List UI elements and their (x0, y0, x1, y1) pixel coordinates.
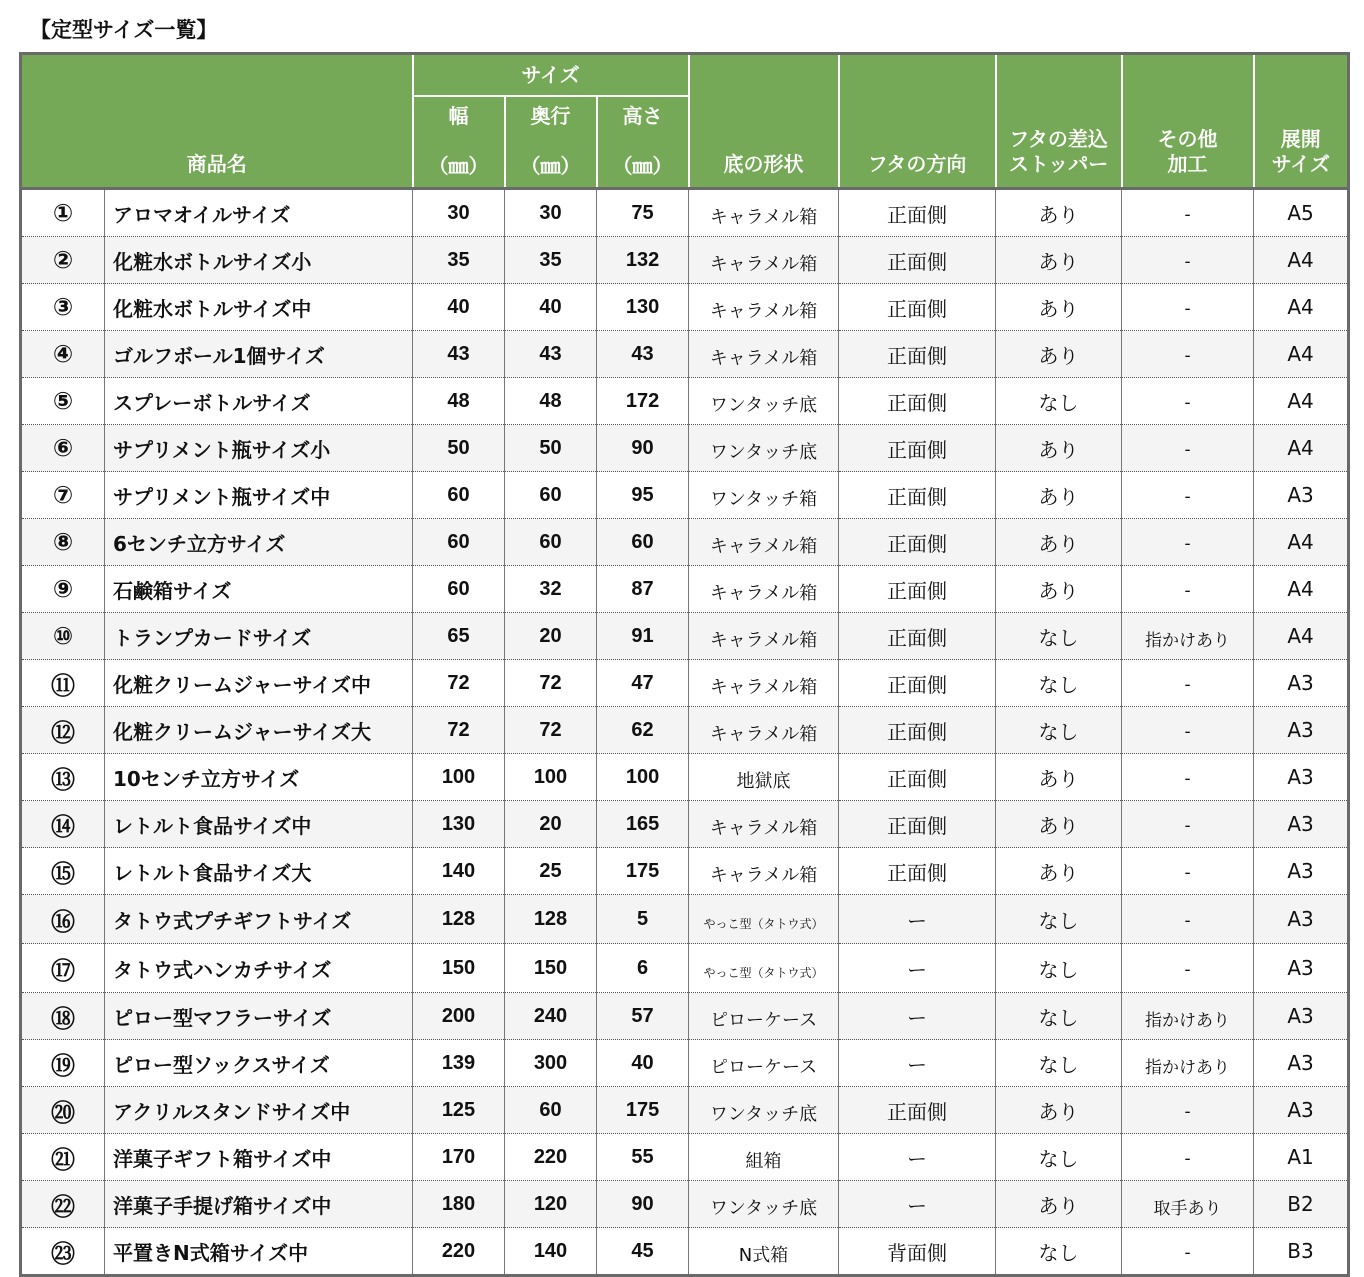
depth-cell: 60 (505, 472, 597, 519)
depth-cell: 72 (505, 707, 597, 754)
width-cell: 72 (413, 660, 505, 707)
header-lid-stopper: フタの差込 ストッパー (996, 54, 1122, 189)
product-name-cell: トランプカードサイズ (105, 613, 413, 660)
height-cell: 5 (597, 895, 689, 944)
spread-size-cell: A4 (1254, 519, 1349, 566)
width-cell: 72 (413, 707, 505, 754)
spread-size-cell: A3 (1254, 660, 1349, 707)
bottom-shape-cell: ワンタッチ箱 (689, 472, 839, 519)
lid-stopper-cell: なし (996, 660, 1122, 707)
height-cell: 165 (597, 801, 689, 848)
width-cell: 100 (413, 754, 505, 801)
lid-direction-cell: 正面側 (839, 566, 996, 613)
other-processing-cell: - (1122, 1087, 1254, 1134)
other-processing-cell: - (1122, 519, 1254, 566)
spread-size-cell: A3 (1254, 944, 1349, 993)
product-name-cell: ピロー型ソックスサイズ (105, 1040, 413, 1087)
depth-cell: 20 (505, 801, 597, 848)
table-row (21, 566, 1349, 613)
lid-direction-cell: ー (839, 1181, 996, 1228)
lid-direction-cell: 正面側 (839, 848, 996, 895)
lid-stopper-cell: なし (996, 707, 1122, 754)
lid-direction-cell: 正面側 (839, 284, 996, 331)
row-number: ㉓ (21, 1228, 105, 1276)
other-processing-cell: - (1122, 707, 1254, 754)
row-number: ⑮ (21, 848, 105, 895)
depth-cell: 150 (505, 944, 597, 993)
row-number: ⑫ (21, 707, 105, 754)
lid-stopper-cell: あり (996, 425, 1122, 472)
bottom-shape-cell: キャラメル箱 (689, 613, 839, 660)
header-size-group: サイズ (413, 54, 689, 97)
height-cell: 91 (597, 613, 689, 660)
height-cell: 130 (597, 284, 689, 331)
height-cell: 132 (597, 237, 689, 284)
table-row (21, 237, 1349, 284)
spread-size-cell: A4 (1254, 237, 1349, 284)
header-other-processing: その他 加工 (1122, 54, 1254, 189)
table-row (21, 613, 1349, 660)
row-number: ⑱ (21, 993, 105, 1040)
bottom-shape-cell: やっこ型（タトウ式） (689, 944, 839, 993)
header-product-name: 商品名 (21, 54, 413, 189)
width-cell: 150 (413, 944, 505, 993)
spread-size-cell: A3 (1254, 1087, 1349, 1134)
header-depth: 奥行 （㎜） (505, 96, 597, 189)
row-number: ① (21, 189, 105, 237)
spread-size-cell: A4 (1254, 284, 1349, 331)
table-row (21, 754, 1349, 801)
bottom-shape-cell: N式箱 (689, 1228, 839, 1276)
depth-cell: 48 (505, 378, 597, 425)
product-name-cell: スプレーボトルサイズ (105, 378, 413, 425)
table-row (21, 425, 1349, 472)
width-cell: 65 (413, 613, 505, 660)
lid-stopper-cell: あり (996, 331, 1122, 378)
width-cell: 35 (413, 237, 505, 284)
width-cell: 180 (413, 1181, 505, 1228)
row-number: ⑭ (21, 801, 105, 848)
width-cell: 48 (413, 378, 505, 425)
other-processing-cell: - (1122, 425, 1254, 472)
spread-size-cell: A4 (1254, 613, 1349, 660)
depth-cell: 43 (505, 331, 597, 378)
bottom-shape-cell: キャラメル箱 (689, 848, 839, 895)
lid-direction-cell: 正面側 (839, 801, 996, 848)
width-cell: 30 (413, 189, 505, 237)
depth-cell: 100 (505, 754, 597, 801)
lid-direction-cell: ー (839, 944, 996, 993)
lid-stopper-cell: あり (996, 566, 1122, 613)
header-bottom-shape: 底の形状 (689, 54, 839, 189)
lid-direction-cell: 正面側 (839, 237, 996, 284)
height-cell: 6 (597, 944, 689, 993)
depth-cell: 240 (505, 993, 597, 1040)
product-name-cell: アクリルスタンドサイズ中 (105, 1087, 413, 1134)
height-cell: 90 (597, 1181, 689, 1228)
row-number: ㉑ (21, 1134, 105, 1181)
depth-cell: 60 (505, 519, 597, 566)
height-cell: 175 (597, 848, 689, 895)
product-name-cell: 石鹸箱サイズ (105, 566, 413, 613)
row-number: ⑪ (21, 660, 105, 707)
height-cell: 90 (597, 425, 689, 472)
row-number: ⑥ (21, 425, 105, 472)
lid-direction-cell: 正面側 (839, 1087, 996, 1134)
depth-cell: 128 (505, 895, 597, 944)
other-processing-cell: - (1122, 284, 1254, 331)
other-processing-cell: - (1122, 660, 1254, 707)
lid-stopper-cell: あり (996, 472, 1122, 519)
row-number: ⑬ (21, 754, 105, 801)
width-cell: 128 (413, 895, 505, 944)
width-cell: 139 (413, 1040, 505, 1087)
bottom-shape-cell: やっこ型（タトウ式） (689, 895, 839, 944)
height-cell: 87 (597, 566, 689, 613)
product-name-cell: サプリメント瓶サイズ中 (105, 472, 413, 519)
product-name-cell: 洋菓子手提げ箱サイズ中 (105, 1181, 413, 1228)
depth-cell: 32 (505, 566, 597, 613)
other-processing-cell: - (1122, 1134, 1254, 1181)
other-processing-cell: - (1122, 848, 1254, 895)
depth-cell: 25 (505, 848, 597, 895)
spread-size-cell: A3 (1254, 895, 1349, 944)
product-name-cell: 6センチ立方サイズ (105, 519, 413, 566)
bottom-shape-cell: 組箱 (689, 1134, 839, 1181)
header-height: 高さ （㎜） (597, 96, 689, 189)
spread-size-cell: B3 (1254, 1228, 1349, 1276)
row-number: ⑰ (21, 944, 105, 993)
lid-direction-cell: ー (839, 1134, 996, 1181)
height-cell: 55 (597, 1134, 689, 1181)
product-name-cell: タトウ式プチギフトサイズ (105, 895, 413, 944)
depth-cell: 50 (505, 425, 597, 472)
height-cell: 60 (597, 519, 689, 566)
other-processing-cell: 指かけあり (1122, 993, 1254, 1040)
lid-stopper-cell: なし (996, 1040, 1122, 1087)
lid-stopper-cell: あり (996, 848, 1122, 895)
bottom-shape-cell: ワンタッチ底 (689, 1181, 839, 1228)
bottom-shape-cell: ピローケース (689, 993, 839, 1040)
spread-size-cell: A3 (1254, 848, 1349, 895)
depth-cell: 40 (505, 284, 597, 331)
lid-stopper-cell: なし (996, 993, 1122, 1040)
other-processing-cell: - (1122, 754, 1254, 801)
product-name-cell: アロマオイルサイズ (105, 189, 413, 237)
height-cell: 45 (597, 1228, 689, 1276)
depth-cell: 300 (505, 1040, 597, 1087)
row-number: ④ (21, 331, 105, 378)
width-cell: 60 (413, 566, 505, 613)
product-name-cell: 化粧水ボトルサイズ中 (105, 284, 413, 331)
width-cell: 200 (413, 993, 505, 1040)
height-cell: 43 (597, 331, 689, 378)
other-processing-cell: - (1122, 1228, 1254, 1276)
bottom-shape-cell: キャラメル箱 (689, 284, 839, 331)
other-processing-cell: 指かけあり (1122, 1040, 1254, 1087)
lid-direction-cell: ー (839, 993, 996, 1040)
table-row (21, 331, 1349, 378)
table-row (21, 1228, 1349, 1276)
table-row (21, 1134, 1349, 1181)
other-processing-cell: - (1122, 566, 1254, 613)
lid-direction-cell: ー (839, 1040, 996, 1087)
table-row (21, 801, 1349, 848)
table-row (21, 378, 1349, 425)
depth-cell: 220 (505, 1134, 597, 1181)
row-number: ⑳ (21, 1087, 105, 1134)
lid-direction-cell: 正面側 (839, 425, 996, 472)
product-name-cell: タトウ式ハンカチサイズ (105, 944, 413, 993)
product-name-cell: 化粧クリームジャーサイズ大 (105, 707, 413, 754)
lid-stopper-cell: あり (996, 801, 1122, 848)
spread-size-cell: B2 (1254, 1181, 1349, 1228)
lid-direction-cell: 正面側 (839, 754, 996, 801)
spread-size-cell: A4 (1254, 566, 1349, 613)
row-number: ⑨ (21, 566, 105, 613)
lid-direction-cell: 正面側 (839, 378, 996, 425)
other-processing-cell: - (1122, 801, 1254, 848)
height-cell: 47 (597, 660, 689, 707)
height-cell: 75 (597, 189, 689, 237)
row-number: ⑯ (21, 895, 105, 944)
bottom-shape-cell: キャラメル箱 (689, 189, 839, 237)
lid-direction-cell: 正面側 (839, 707, 996, 754)
row-number: ⑲ (21, 1040, 105, 1087)
width-cell: 125 (413, 1087, 505, 1134)
lid-direction-cell: 正面側 (839, 613, 996, 660)
page-title: 【定型サイズ一覧】 (30, 18, 218, 42)
lid-stopper-cell: なし (996, 613, 1122, 660)
spread-size-cell: A4 (1254, 331, 1349, 378)
depth-cell: 35 (505, 237, 597, 284)
size-table (19, 52, 1350, 1277)
spread-size-cell: A3 (1254, 801, 1349, 848)
bottom-shape-cell: キャラメル箱 (689, 801, 839, 848)
other-processing-cell: - (1122, 331, 1254, 378)
lid-stopper-cell: あり (996, 189, 1122, 237)
lid-direction-cell: 正面側 (839, 331, 996, 378)
other-processing-cell: - (1122, 472, 1254, 519)
lid-stopper-cell: あり (996, 284, 1122, 331)
row-number: ⑤ (21, 378, 105, 425)
lid-direction-cell: 正面側 (839, 472, 996, 519)
product-name-cell: レトルト食品サイズ中 (105, 801, 413, 848)
lid-stopper-cell: なし (996, 378, 1122, 425)
table-body (21, 189, 1349, 1276)
depth-cell: 140 (505, 1228, 597, 1276)
row-number: ② (21, 237, 105, 284)
depth-cell: 30 (505, 189, 597, 237)
lid-stopper-cell: なし (996, 1134, 1122, 1181)
width-cell: 220 (413, 1228, 505, 1276)
spread-size-cell: A4 (1254, 378, 1349, 425)
other-processing-cell: - (1122, 378, 1254, 425)
height-cell: 175 (597, 1087, 689, 1134)
row-number: ⑩ (21, 613, 105, 660)
header-width: 幅 （㎜） (413, 96, 505, 189)
lid-direction-cell: 正面側 (839, 189, 996, 237)
bottom-shape-cell: キャラメル箱 (689, 707, 839, 754)
height-cell: 100 (597, 754, 689, 801)
table-row (21, 895, 1349, 944)
header-lid-direction: フタの方向 (839, 54, 996, 189)
other-processing-cell: - (1122, 895, 1254, 944)
width-cell: 60 (413, 519, 505, 566)
product-name-cell: 10センチ立方サイズ (105, 754, 413, 801)
height-cell: 40 (597, 1040, 689, 1087)
other-processing-cell: 指かけあり (1122, 613, 1254, 660)
width-cell: 50 (413, 425, 505, 472)
lid-stopper-cell: なし (996, 944, 1122, 993)
height-cell: 95 (597, 472, 689, 519)
spread-size-cell: A4 (1254, 425, 1349, 472)
width-cell: 130 (413, 801, 505, 848)
bottom-shape-cell: キャラメル箱 (689, 331, 839, 378)
depth-cell: 72 (505, 660, 597, 707)
spread-size-cell: A3 (1254, 472, 1349, 519)
height-cell: 172 (597, 378, 689, 425)
row-number: ⑦ (21, 472, 105, 519)
spread-size-cell: A5 (1254, 189, 1349, 237)
bottom-shape-cell: キャラメル箱 (689, 660, 839, 707)
bottom-shape-cell: 地獄底 (689, 754, 839, 801)
other-processing-cell: 取手あり (1122, 1181, 1254, 1228)
table-row (21, 284, 1349, 331)
width-cell: 140 (413, 848, 505, 895)
lid-stopper-cell: あり (996, 1087, 1122, 1134)
bottom-shape-cell: キャラメル箱 (689, 237, 839, 284)
product-name-cell: 化粧水ボトルサイズ小 (105, 237, 413, 284)
product-name-cell: 洋菓子ギフト箱サイズ中 (105, 1134, 413, 1181)
bottom-shape-cell: ワンタッチ底 (689, 425, 839, 472)
table-row (21, 189, 1349, 237)
height-cell: 62 (597, 707, 689, 754)
depth-cell: 60 (505, 1087, 597, 1134)
bottom-shape-cell: キャラメル箱 (689, 566, 839, 613)
spread-size-cell: A3 (1254, 1040, 1349, 1087)
lid-stopper-cell: あり (996, 1181, 1122, 1228)
lid-stopper-cell: あり (996, 519, 1122, 566)
table-row (21, 848, 1349, 895)
lid-direction-cell: 正面側 (839, 660, 996, 707)
row-number: ㉒ (21, 1181, 105, 1228)
bottom-shape-cell: ワンタッチ底 (689, 378, 839, 425)
bottom-shape-cell: ワンタッチ底 (689, 1087, 839, 1134)
table-row (21, 1040, 1349, 1087)
table-row (21, 1087, 1349, 1134)
other-processing-cell: - (1122, 189, 1254, 237)
lid-stopper-cell: あり (996, 237, 1122, 284)
width-cell: 170 (413, 1134, 505, 1181)
bottom-shape-cell: ピローケース (689, 1040, 839, 1087)
width-cell: 60 (413, 472, 505, 519)
other-processing-cell: - (1122, 237, 1254, 284)
lid-direction-cell: 背面側 (839, 1228, 996, 1276)
table-row (21, 944, 1349, 993)
table-row (21, 519, 1349, 566)
depth-cell: 20 (505, 613, 597, 660)
table-row (21, 1181, 1349, 1228)
product-name-cell: 化粧クリームジャーサイズ中 (105, 660, 413, 707)
product-name-cell: レトルト食品サイズ大 (105, 848, 413, 895)
row-number: ⑧ (21, 519, 105, 566)
table-row (21, 993, 1349, 1040)
lid-stopper-cell: なし (996, 895, 1122, 944)
height-cell: 57 (597, 993, 689, 1040)
lid-direction-cell: ー (839, 895, 996, 944)
other-processing-cell: - (1122, 944, 1254, 993)
spread-size-cell: A3 (1254, 707, 1349, 754)
spread-size-cell: A1 (1254, 1134, 1349, 1181)
bottom-shape-cell: キャラメル箱 (689, 519, 839, 566)
lid-stopper-cell: なし (996, 1228, 1122, 1276)
product-name-cell: ピロー型マフラーサイズ (105, 993, 413, 1040)
product-name-cell: 平置きN式箱サイズ中 (105, 1228, 413, 1276)
product-name-cell: サプリメント瓶サイズ小 (105, 425, 413, 472)
table-row (21, 472, 1349, 519)
width-cell: 43 (413, 331, 505, 378)
row-number: ③ (21, 284, 105, 331)
lid-direction-cell: 正面側 (839, 519, 996, 566)
spread-size-cell: A3 (1254, 993, 1349, 1040)
depth-cell: 120 (505, 1181, 597, 1228)
lid-stopper-cell: あり (996, 754, 1122, 801)
width-cell: 40 (413, 284, 505, 331)
header-spread-size: 展開 サイズ (1254, 54, 1349, 189)
product-name-cell: ゴルフボール1個サイズ (105, 331, 413, 378)
table-row (21, 707, 1349, 754)
spread-size-cell: A3 (1254, 754, 1349, 801)
table-row (21, 660, 1349, 707)
